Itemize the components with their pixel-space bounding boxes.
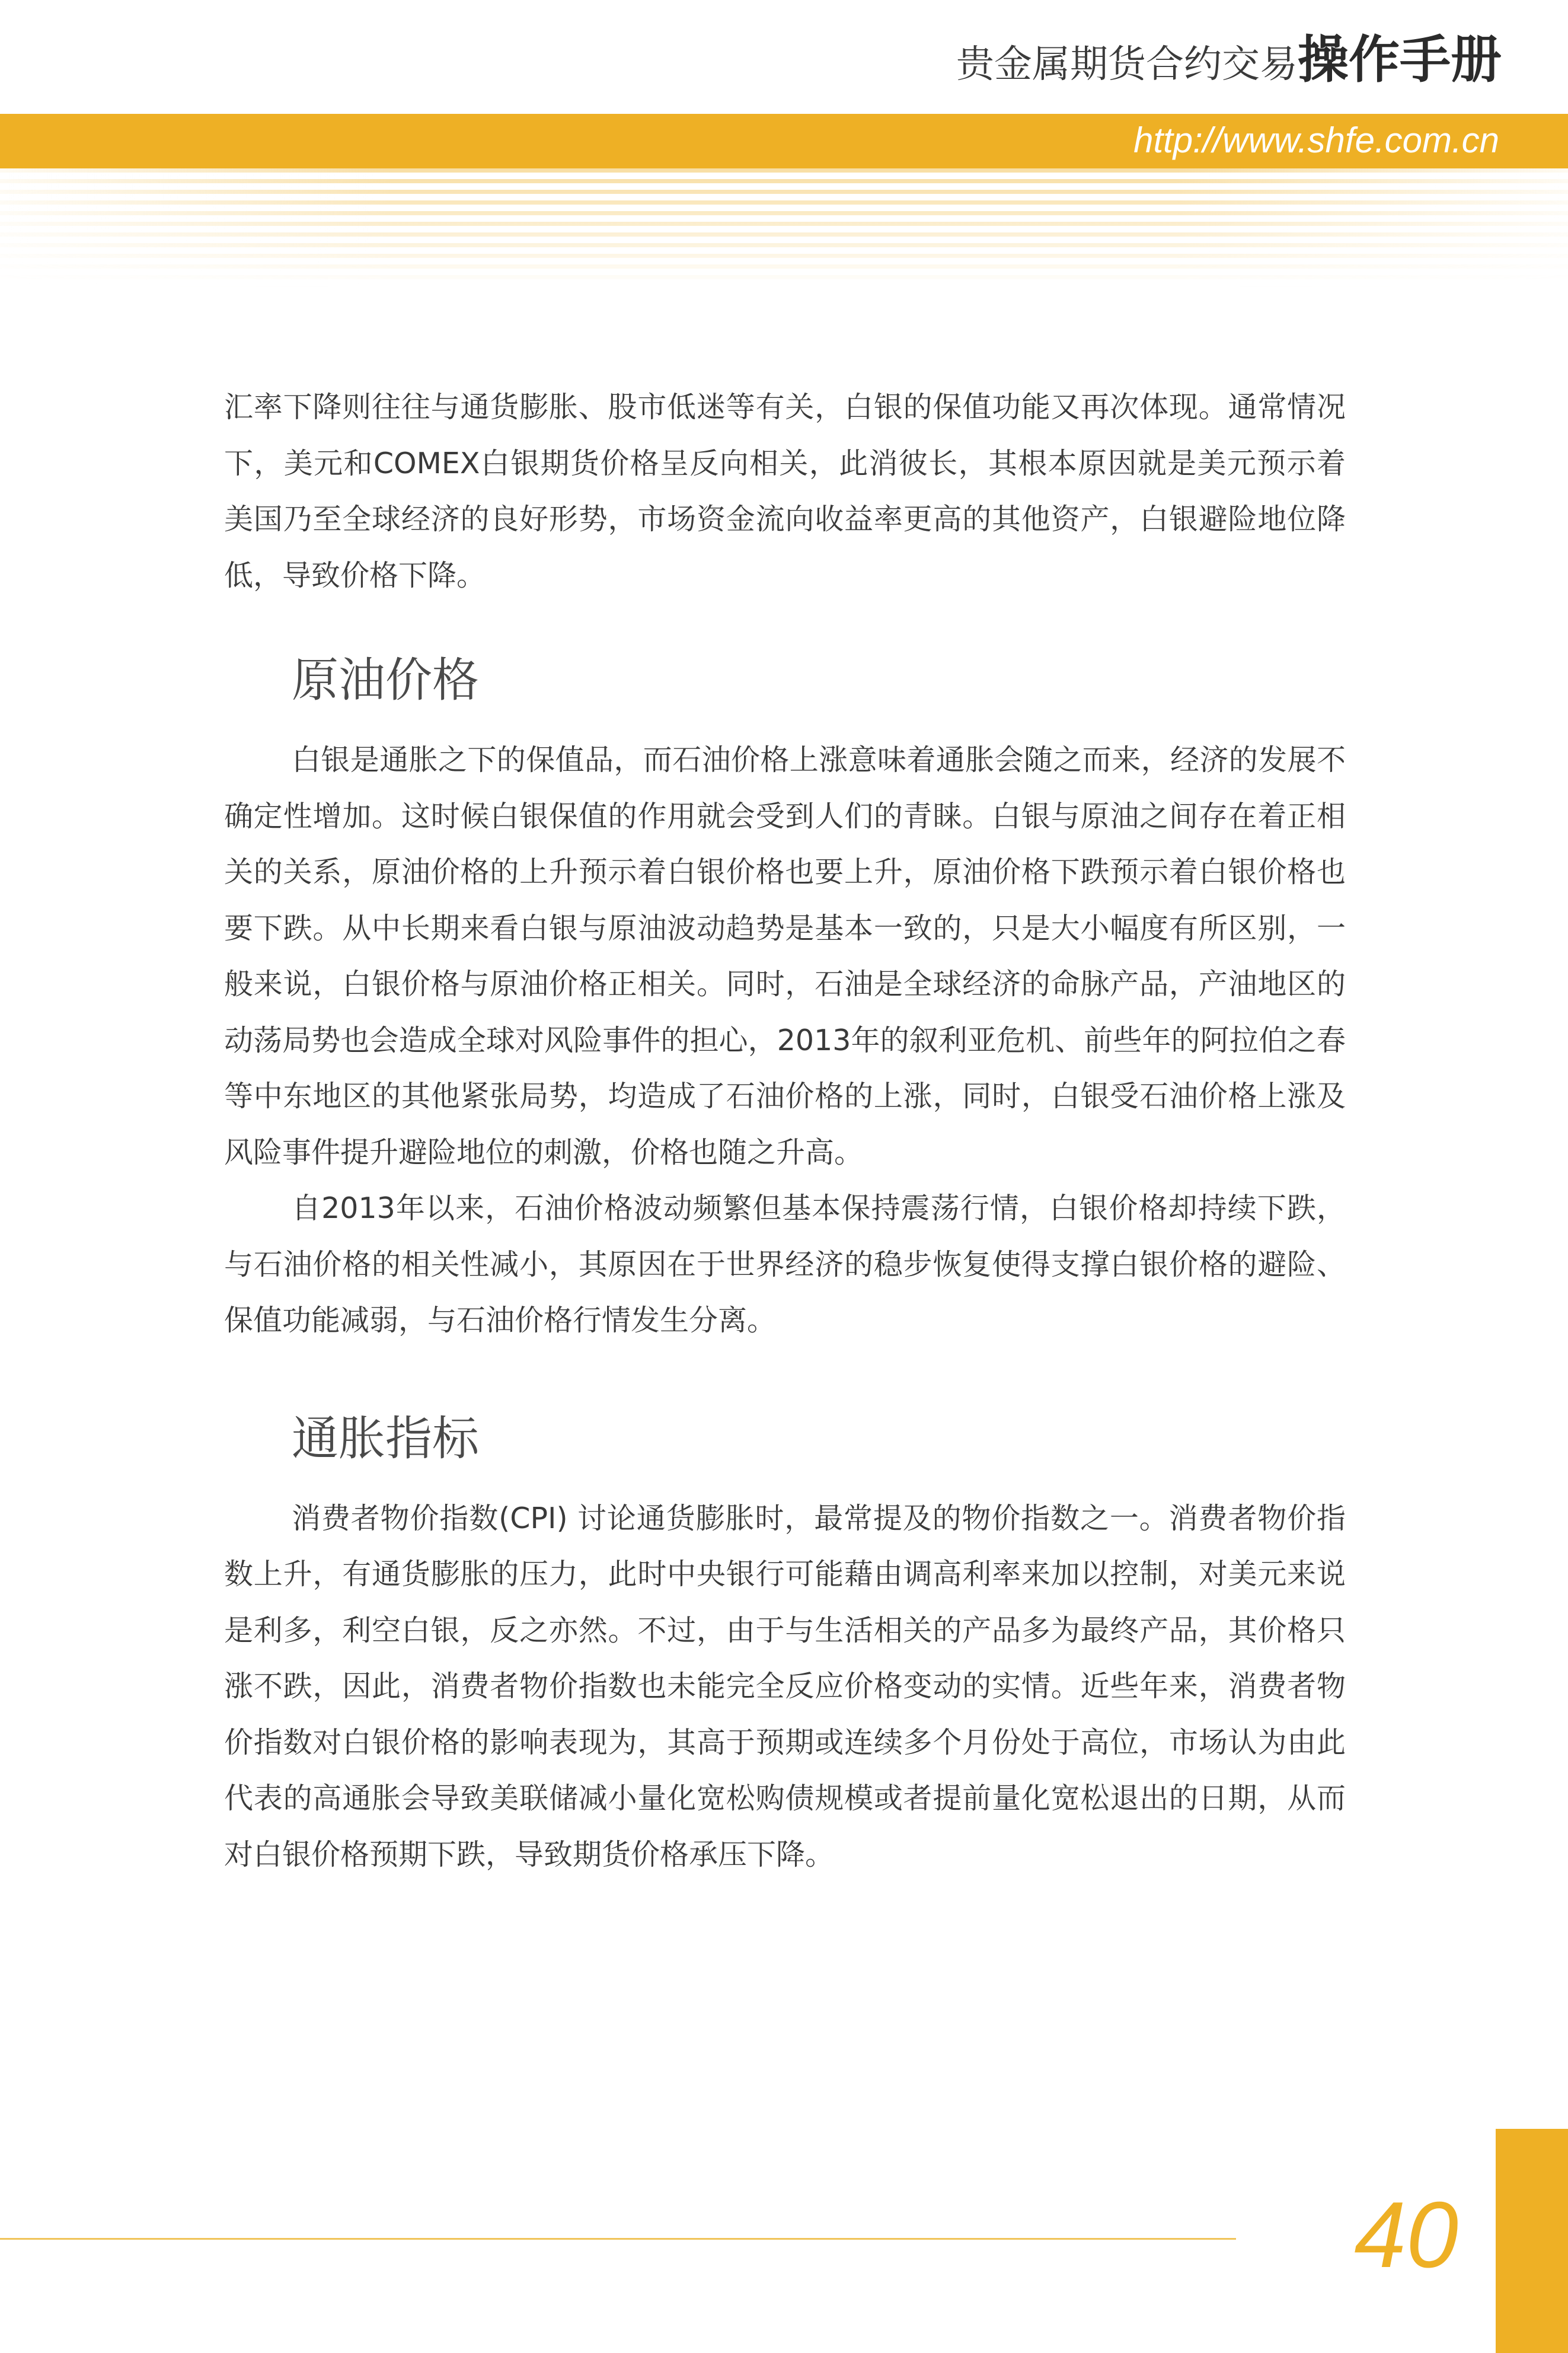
footer-accent-block	[1496, 2129, 1568, 2353]
document-subtitle: 贵金属期货合约交易	[956, 43, 1298, 87]
document-title	[956, 30, 1502, 90]
website-url: http://www.shfe.com.cn	[1133, 120, 1499, 160]
inflation-paragraph-1: 消费者物价指数(CPI) 讨论通货膨胀时，最常提及的物价指数之一。消费者物价指数上升，有通货膨胀的压力，此时中央银行可能藉由调高利率来加以控制，对美元来说是利多，利空白银，反之亦然。不过，由于与生活相关的产品多为最终产品，其价格只涨不跌，因此，消费者物价指数也未能完全反应价格变动的实情。近些年来，消费者物价指数对白银价格的影响表现为，其高于预期或连续多个月份处于高位，市场认为由此代表的高通胀会导致美联储减小量化宽松购债规模或者提前量化宽松退出的日期，从而对白银价格预期下跌，导致期货价格承压下降。	[224, 1501, 1346, 1871]
footer-divider	[0, 2238, 1236, 2240]
section-heading-crude-oil-price: 原油价格	[292, 653, 479, 707]
crude-oil-paragraph-2: 自2013年以来，石油价格波动频繁但基本保持震荡行情，白银价格却持续下跌，与石油价格的相关性减小，其原因在于世界经济的稳步恢复使得支撑白银价格的避险、保值功能减弱，与石油价格行情发生分离。	[224, 1191, 1346, 1337]
crude-oil-paragraph-1: 白银是通胀之下的保值品，而石油价格上涨意味着通胀会随之而来，经济的发展不确定性增加。这时候白银保值的作用就会受到人们的青睐。白银与原油之间存在着正相关的关系，原油价格的上升预示着白银价格也要上升，原油价格下跌预示着白银价格也要下跌。从中长期来看白银与原油波动趋势是基本一致的，只是大小幅度有所区别，一般来说，白银价格与原油价格正相关。同时，石油是全球经济的命脉产品，产油地区的动荡局势也会造成全球对风险事件的担心，2013年的叙利亚危机、前些年的阿拉伯之春等中东地区的其他紧张局势，均造成了石油价格的上涨，同时，白银受石油价格上涨及风险事件提升避险地位的刺激，价格也随之升高。	[224, 743, 1346, 1169]
main-content	[224, 380, 1346, 1883]
section-heading-inflation-indicator: 通胀指标	[292, 1411, 479, 1466]
intro-paragraph: 汇率下降则往往与通货膨胀、股市低迷等有关，白银的保值功能又再次体现。通常情况下，美元和COMEX白银期货价格呈反向相关，此消彼长，其根本原因就是美元预示着美国乃至全球经济的良好形势，市场资金流向收益率更高的其他资产，白银避险地位降低，导致价格下降。	[224, 390, 1346, 592]
document-main-title: 操作手册	[1298, 30, 1502, 90]
header-stripe-decoration	[0, 168, 1568, 287]
page-number: 40	[1354, 2183, 1458, 2287]
